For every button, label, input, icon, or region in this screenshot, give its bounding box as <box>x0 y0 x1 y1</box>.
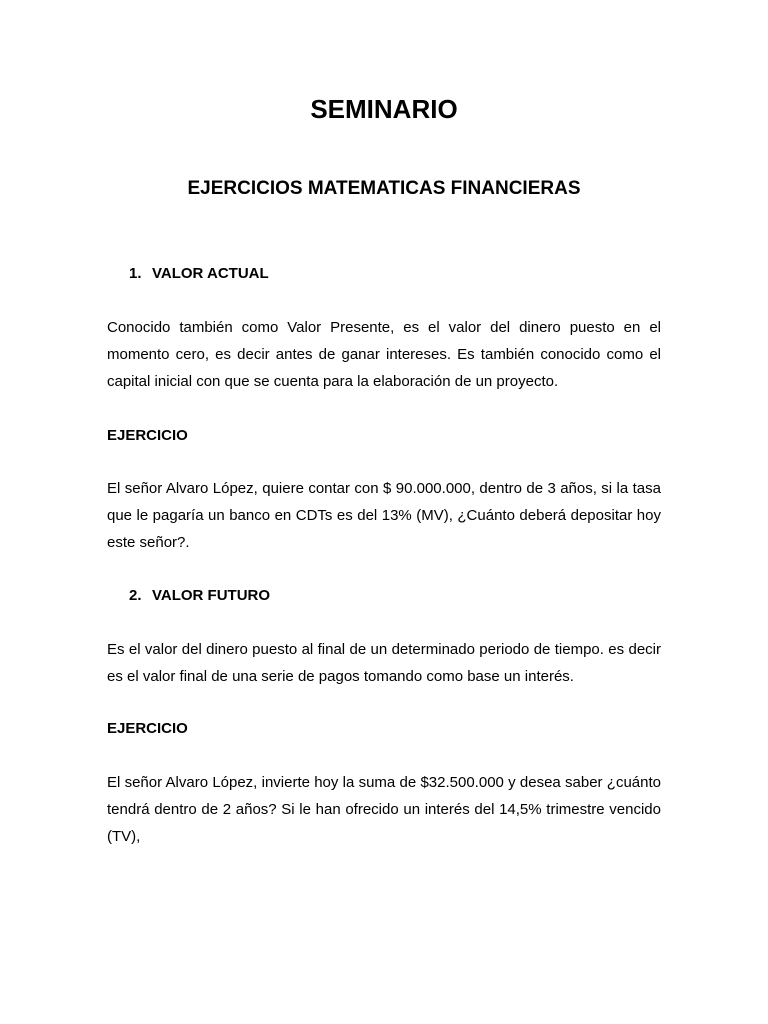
section-heading-valor-actual <box>129 264 269 284</box>
section-definition-valor-futuro: Es el valor del dinero puesto al final de un determinado periodo de tiempo. es decir es el valor final de una serie de pagos tomando como base un interés. <box>107 641 661 685</box>
section-number: 2. <box>129 587 142 604</box>
section-title: VALOR ACTUAL <box>152 265 269 282</box>
section-title: VALOR FUTURO <box>152 587 271 604</box>
section-definition-valor-actual: Conocido también como Valor Presente, es el valor del dinero puesto en el momento cero, es decir antes de ganar intereses. Es también conocido como el capital inicial con que se cuenta para la elaboración de un proyecto. <box>107 319 661 390</box>
document-title: SEMINARIO <box>310 94 458 124</box>
exercise-label: EJERCICIO <box>107 427 188 444</box>
exercise-label: EJERCICIO <box>107 720 188 737</box>
section-number: 1. <box>129 265 142 282</box>
document-subtitle: EJERCICIOS MATEMATICAS FINANCIERAS <box>187 178 581 199</box>
exercise-text-valor-actual: El señor Alvaro López, quiere contar con $ 90.000.000, dentro de 3 años, si la tasa que le pagaría un banco en CDTs es del 13% (MV), ¿Cuánto deberá depositar hoy este señor?. <box>107 480 661 551</box>
exercise-text-valor-futuro: El señor Alvaro López, invierte hoy la suma de $32.500.000 y desea saber ¿cuánto tendrá dentro de 2 años? Si le han ofrecido un interés del 14,5% trimestre vencido (TV), <box>107 774 661 845</box>
section-heading-valor-futuro <box>129 586 270 606</box>
